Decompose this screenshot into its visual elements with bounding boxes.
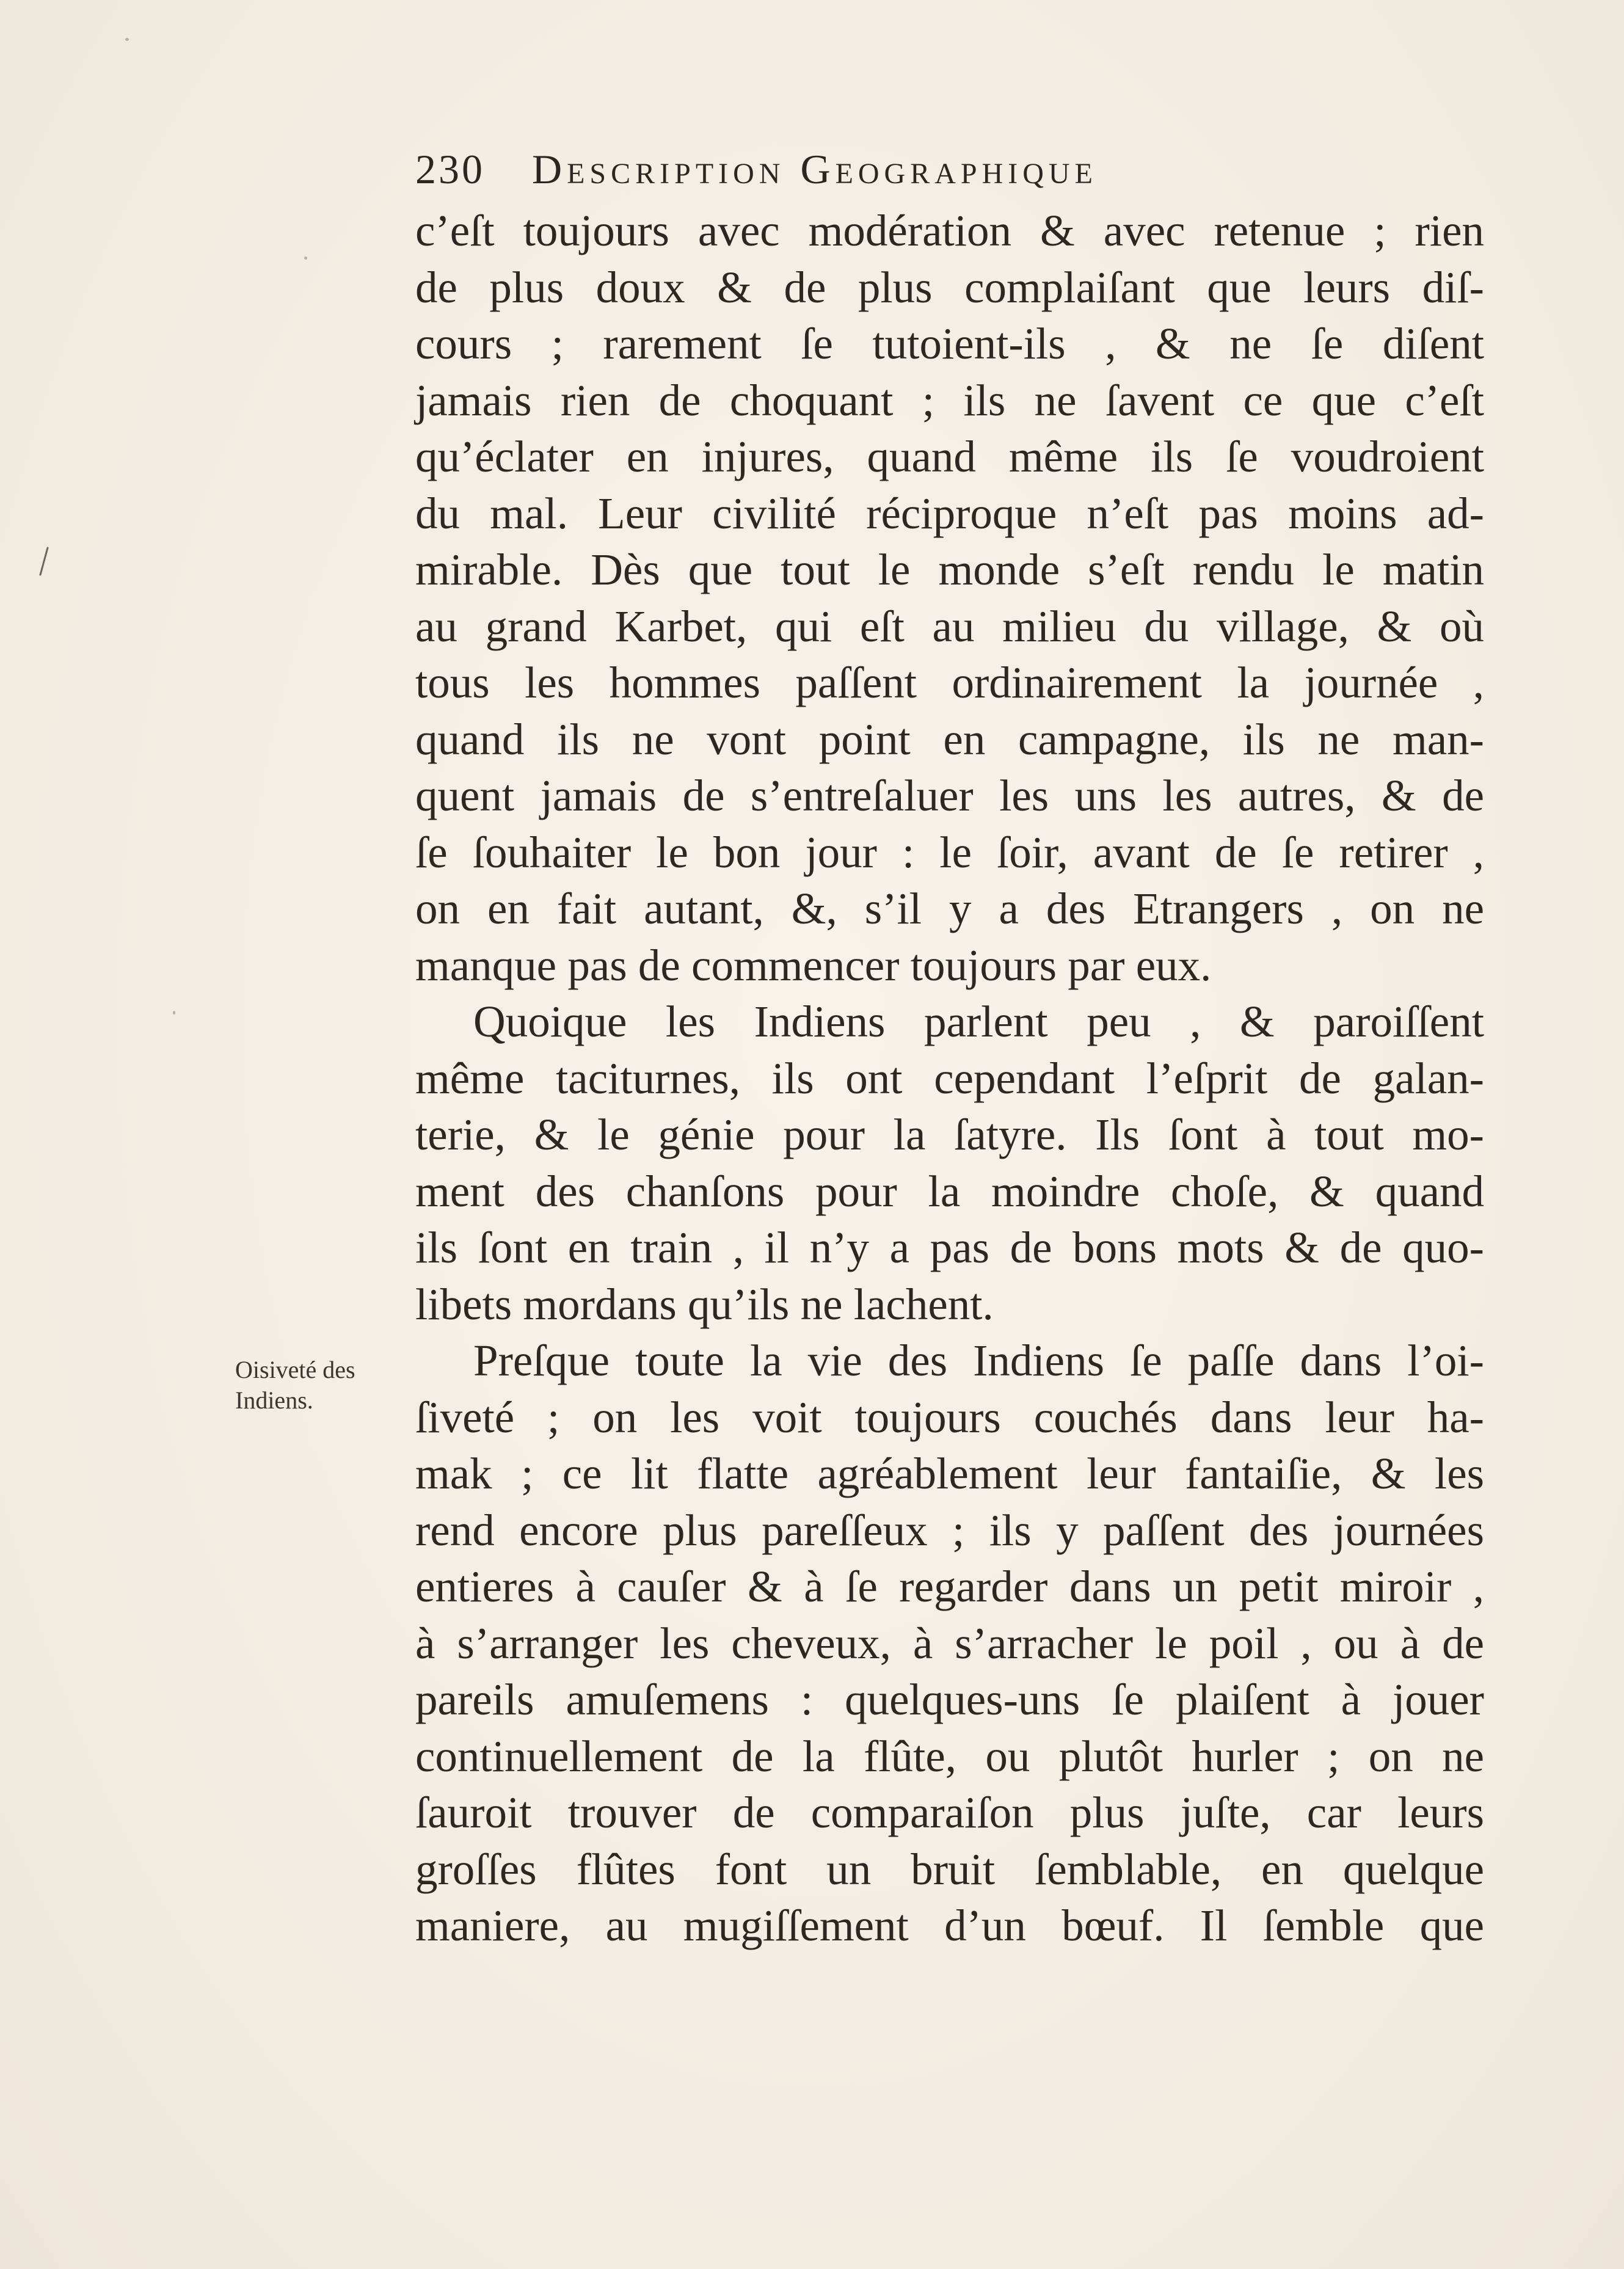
text-line: au grand Karbet, qui eſt au milieu du village, & où (415, 601, 1484, 651)
text-line: à s’arranger les cheveux, à s’arracher le poil , ou à de (415, 1618, 1484, 1668)
text-line: ment des chanſons pour la moindre choſe, & quand (415, 1166, 1484, 1216)
paragraph-start-line: Quoique les Indiens parlent peu , & paroiſſent (473, 997, 1484, 1046)
text-line: quent jamais de s’entreſaluer les uns les autres, & de (415, 771, 1484, 820)
text-line: pareils amuſemens : quelques-uns ſe plaiſent à jouer (415, 1675, 1484, 1724)
text-line: quand ils ne vont point en campagne, ils ne man- (415, 714, 1484, 764)
text-line: mirable. Dès que tout le monde s’eſt rendu le matin (415, 545, 1484, 594)
page-header (415, 145, 1393, 200)
running-title: Description Geographique (532, 146, 1098, 192)
text-line: ſauroit trouver de comparaiſon plus juſte, car leurs (415, 1788, 1484, 1837)
paragraph-end-line: libets mordans qu’ils ne lachent. (415, 1279, 994, 1329)
paper-speck (304, 257, 307, 260)
text-line: cours ; rarement ſe tutoient-ils , & ne ſe diſent (415, 319, 1484, 368)
text-line: maniere, au mugiſſement d’un bœuf. Il ſemble que (415, 1901, 1484, 1950)
margin-note-line: Oisiveté des (235, 1356, 355, 1383)
paragraph-start-line: Preſque toute la vie des Indiens ſe paſſe dans l’oi- (473, 1336, 1484, 1385)
text-line: c’eſt toujours avec modération & avec retenue ; rien (415, 206, 1484, 255)
text-line: même taciturnes, ils ont cependant l’eſprit de galan- (415, 1053, 1484, 1103)
text-line: continuellement de la flûte, ou plutôt hurler ; on ne (415, 1731, 1484, 1781)
text-line: mak ; ce lit flatte agréablement leur fantaiſie, & les (415, 1449, 1484, 1498)
page-number: 230 (415, 146, 485, 192)
main-text (415, 203, 1484, 1954)
text-line: jamais rien de choquant ; ils ne ſavent ce que c’eſt (415, 375, 1484, 425)
text-line: entieres à cauſer & à ſe regarder dans un petit miroir , (415, 1562, 1484, 1611)
text-line: rend encore plus pareſſeux ; ils y paſſent des journées (415, 1505, 1484, 1555)
margin-note-line: Indiens. (235, 1386, 313, 1414)
text-line: ſiveté ; on les voit toujours couchés dans leur ha- (415, 1392, 1484, 1442)
text-line: du mal. Leur civilité réciproque n’eſt pas moins ad- (415, 488, 1484, 538)
text-line: de plus doux & de plus complaiſant que leurs diſ- (415, 262, 1484, 312)
text-line: terie, & le génie pour la ſatyre. Ils ſont à tout mo- (415, 1110, 1484, 1159)
paper-speck (173, 1011, 175, 1014)
paragraph-end-line: manque pas de commencer toujours par eux. (415, 940, 1212, 990)
text-line: groſſes flûtes font un bruit ſemblable, en quelque (415, 1844, 1484, 1894)
pencil-mark (38, 547, 50, 577)
text-line: ils ſont en train , il n’y a pas de bons mots & de quo- (415, 1223, 1484, 1272)
paper-speck (125, 38, 129, 41)
text-line: on en fait autant, &, s’il y a des Etrangers , on ne (415, 884, 1484, 933)
margin-note (235, 1355, 406, 1416)
text-line: tous les hommes paſſent ordinairement la journée , (415, 658, 1484, 707)
text-line: ſe ſouhaiter le bon jour : le ſoir, avant de ſe retirer , (415, 827, 1484, 877)
text-line: qu’éclater en injures, quand même ils ſe voudroient (415, 432, 1484, 481)
